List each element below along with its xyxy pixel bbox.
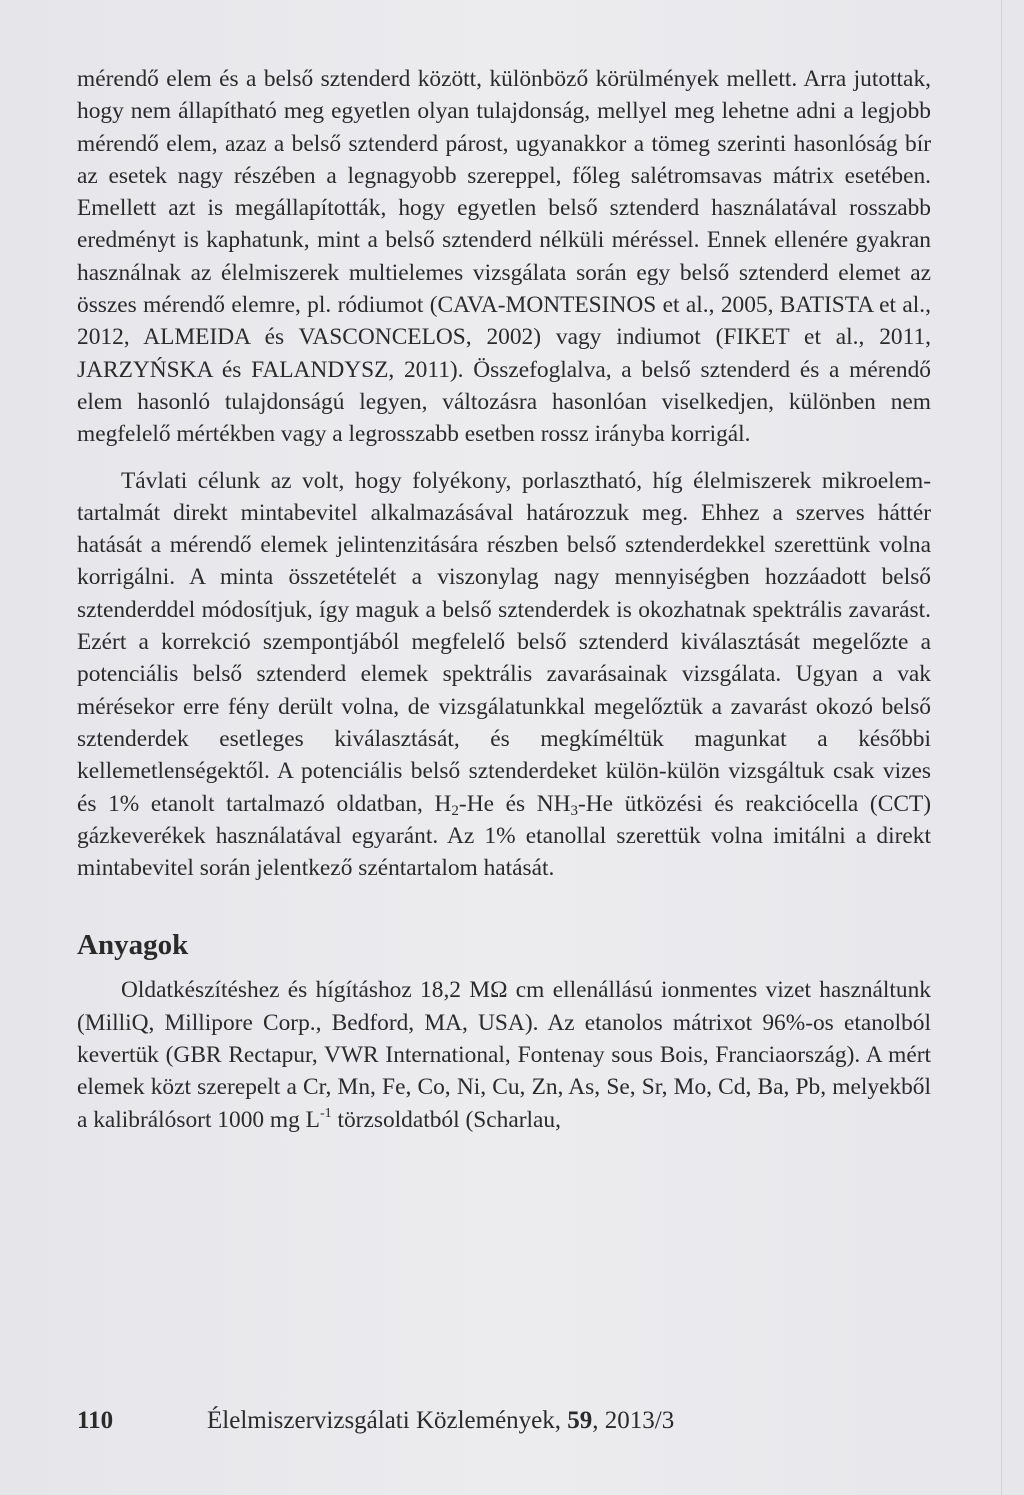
superscript-minus-one: -1 <box>319 1105 332 1121</box>
section-heading: Anyagok <box>77 929 189 962</box>
paragraph-2-part-a: Távlati célunk az volt, hogy folyékony, porlasztható, híg élelmiszerek mikroelem-tartalmát direkt mintabevitel alkalmazásával határozzuk meg. Ehhez a szerves háttér hatását a mérendő elemek jelintenzitására részben belső sztenderdekkel szerettünk volna korrigálni. A minta összetételét a viszonylag nagy mennyiségben hozzáadott belső sztenderddel módosítjuk, így maguk a belső sztenderdek is okozhatnak spektrális zavarást. Ezért a korrekció szempontjából megfelelő belső sztenderd kiválasztását megelőzte a potenciális belső sztenderd elemek spektrális zavarásainak vizsgálata. Ugyan a vak mérésekor erre fény derült volna, de vizsgálatunkkal megelőztük a zavarást okozó belső sztenderdek esetleges kiválasztását, és megkíméltük magunkat a későbbi kellemetlenségektől. A potenciális belső sztenderdeket külön-külön vizsgáltuk csak vizes és 1% etanolt tartalmazó oldatban, H <box>77 467 931 817</box>
page-footer <box>77 1405 931 1437</box>
body-text <box>77 63 931 1136</box>
paragraph-2 <box>77 465 931 885</box>
paragraph-2-part-c: -He ütközési és reakciócella (CCT) gázkeverékek használatával egyaránt. Az 1% etanollal szerettük volna imitálni a direkt mintabevitel során jelentkező széntartalom hatását. <box>77 790 931 882</box>
page-number: 110 <box>77 1407 114 1434</box>
paragraph-3-part-a: Oldatkészítéshez és hígításhoz 18,2 MΩ cm ellenállású ionmentes vizet használtunk (MilliQ, Millipore Corp., Bedford, MA, USA). Az etanolos mátrixot 96%-os etanolból kevertük (GBR Rectapur, VWR International, Fontenay sous Bois, Franciaország). A mért elemek közt szerepelt a Cr, Mn, Fe, Co, Ni, Cu, Zn, As, Se, Sr, Mo, Cd, Ba, Pb, melyekből a kalibrálósort 1000 mg L <box>77 977 931 1133</box>
paragraph-3-part-b: törzsoldatból (Scharlau, <box>331 1106 561 1133</box>
paragraph-2-part-b: -He és NH <box>458 790 571 817</box>
subscript-nh3: 3 <box>570 802 578 819</box>
journal-issue: , 2013/3 <box>592 1407 675 1434</box>
paragraph-3 <box>77 974 931 1135</box>
paragraph-1: mérendő elem és a belső sztenderd között, különböző körülmények mellett. Arra jutottak, hogy nem állapítható meg egyetlen olyan tulajdonság, mellyel meg lehetne adni a legjobb mérendő elem, azaz a belső sztenderd párost, ugyanakkor a tömeg szerinti hasonlóság bír az esetek nagy részében a legnagyobb szereppel, főleg salétromsavas mátrix esetében. Emellett azt is megállapították, hogy egyetlen belső sztenderd használatával rosszabb eredményt is kaphatunk, mint a belső sztenderd nélküli méréssel. Ennek ellenére gyakran használnak az élelmiszerek multielemes vizsgálata során egy belső sztenderd elemet az összes mérendő elemre, pl. ródiumot (CAVA-MONTESINOS et al., 2005, BATISTA et al., 2012, ALMEIDA és VASCONCELOS, 2002) vagy indiumot (FIKET et al., 2011, JARZYŃSKA és FALANDYSZ, 2011). Összefoglalva, a belső sztenderd és a mérendő elem hasonló tulajdonságú legyen, változásra hasonlóan viselkedjen, különben nem megfelelő mértékben vagy a legrosszabb esetben rossz irányba korrigál. <box>77 66 931 448</box>
page-edge-line <box>1001 0 1002 1495</box>
journal-volume: 59 <box>567 1407 593 1434</box>
subscript-h2: 2 <box>451 802 459 819</box>
journal-name: Élelmiszervizsgálati Közlemények, <box>207 1407 568 1434</box>
